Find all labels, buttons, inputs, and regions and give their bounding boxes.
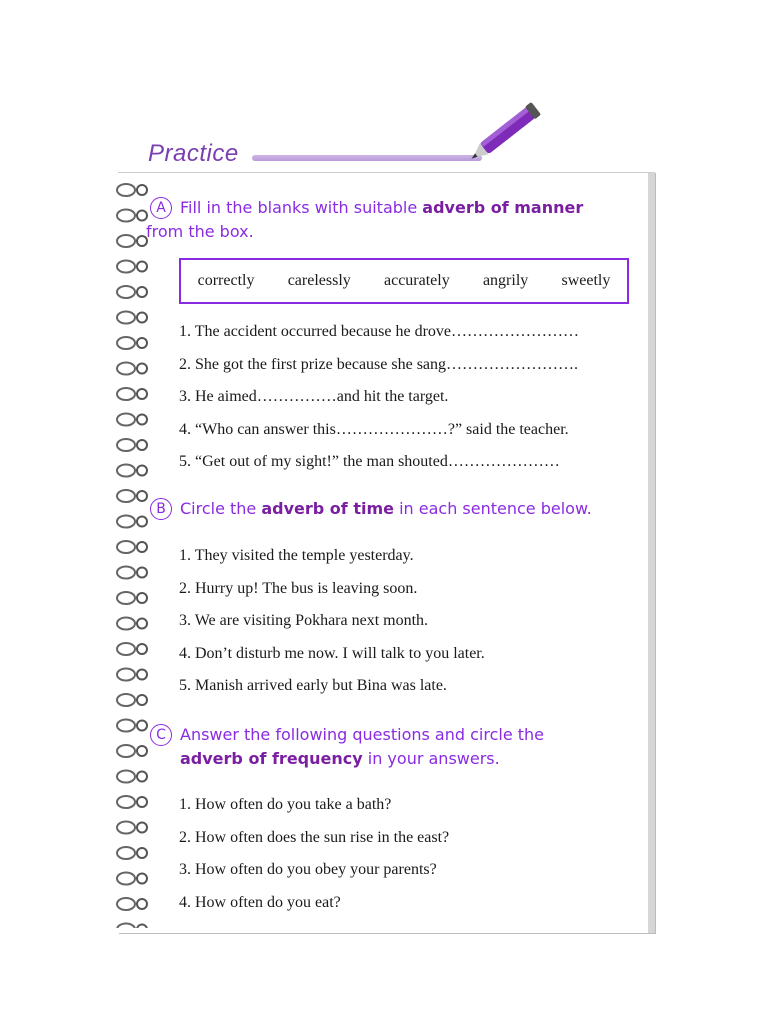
list-item: 2. Hurry up! The bus is leaving soon.	[179, 579, 418, 597]
word-box-item: carelessly	[287, 272, 351, 289]
section-a-prefix: Fill in the blanks with suitable	[180, 198, 423, 217]
section-c-list	[179, 789, 449, 919]
spiral-coil	[117, 337, 147, 349]
spiral-coil	[117, 669, 147, 681]
spiral-coil	[117, 541, 147, 553]
section-b-prefix: Circle the	[180, 499, 262, 518]
list-item: 3. We are visiting Pokhara next month.	[179, 612, 429, 630]
word-box-item: accurately	[383, 272, 450, 289]
spiral-coil	[117, 618, 147, 630]
word-box-item: sweetly	[561, 272, 611, 289]
list-item: 1. The accident occurred because he drove……………………	[179, 323, 580, 340]
spiral-coil	[117, 388, 147, 400]
section-c-heading	[150, 723, 620, 771]
spiral-coil	[117, 516, 147, 528]
list-item: 1. They visited the temple yesterday.	[179, 547, 414, 564]
list-item: 4. “Who can answer this…………………?” said the teacher.	[179, 420, 569, 438]
spiral-coil	[117, 235, 147, 247]
spiral-coil	[117, 210, 147, 222]
section-a-letter: A	[150, 197, 172, 219]
list-item: 3. How often do you obey your parents?	[179, 861, 437, 879]
spiral-coil	[117, 312, 147, 324]
spiral-coil	[117, 771, 147, 783]
spiral-coil	[117, 898, 147, 910]
section-a-list	[179, 316, 579, 479]
section-b-bold: adverb of time	[261, 499, 394, 518]
spiral-coil	[117, 847, 147, 859]
spiral-coil	[117, 439, 147, 451]
word-box	[179, 258, 629, 304]
section-b-suffix: in each sentence below.	[393, 499, 592, 518]
section-a-bold: adverb of manner	[422, 198, 584, 217]
title-underline	[252, 155, 482, 161]
spiral-coil	[117, 261, 147, 273]
spiral-coil	[117, 643, 147, 655]
section-a-heading	[146, 196, 620, 244]
section-a-suffix: from the box.	[146, 222, 254, 241]
spiral-coil	[117, 184, 147, 196]
spiral-coil	[117, 286, 147, 298]
spiral-coil	[117, 720, 147, 732]
list-item: 5. “Get out of my sight!” the man shouted…………………	[179, 453, 560, 471]
list-item: 5. Manish arrived early but Bina was late.	[179, 677, 447, 695]
list-item: 1. How often do you take a bath?	[179, 796, 392, 813]
spiral-coil	[117, 796, 147, 808]
list-item: 3. He aimed……………and hit the target.	[179, 388, 449, 406]
list-item: 2. She got the first prize because she sang…………………….	[179, 355, 579, 373]
section-b-letter: B	[150, 498, 172, 520]
list-item: 2. How often does the sun rise in the east?	[179, 828, 450, 846]
spiral-coil	[117, 567, 147, 579]
section-c-suffix: in your answers.	[362, 749, 500, 768]
spiral-coil	[117, 822, 147, 834]
practice-title: Practice	[148, 140, 239, 167]
spiral-binding-icon	[112, 178, 158, 928]
list-item: 4. Don’t disturb me now. I will talk to you later.	[179, 644, 485, 662]
spiral-coil	[117, 414, 147, 426]
spiral-coil	[117, 592, 147, 604]
section-b-list	[179, 540, 485, 703]
spiral-coil	[117, 924, 147, 929]
word-box-item: angrily	[482, 272, 529, 289]
spiral-coil	[117, 363, 147, 375]
spiral-coil	[117, 745, 147, 757]
section-c-letter: C	[150, 724, 172, 746]
pencil-icon	[462, 86, 552, 176]
word-box-item: correctly	[197, 272, 255, 289]
spiral-coil	[117, 465, 147, 477]
list-item: 4. How often do you eat?	[179, 893, 341, 911]
spiral-coil	[117, 873, 147, 885]
spiral-coil	[117, 490, 147, 502]
section-b-heading	[150, 497, 592, 521]
section-c-prefix: Answer the following questions and circle the	[180, 725, 545, 744]
spiral-coil	[117, 694, 147, 706]
section-c-bold: adverb of frequency	[180, 749, 363, 768]
